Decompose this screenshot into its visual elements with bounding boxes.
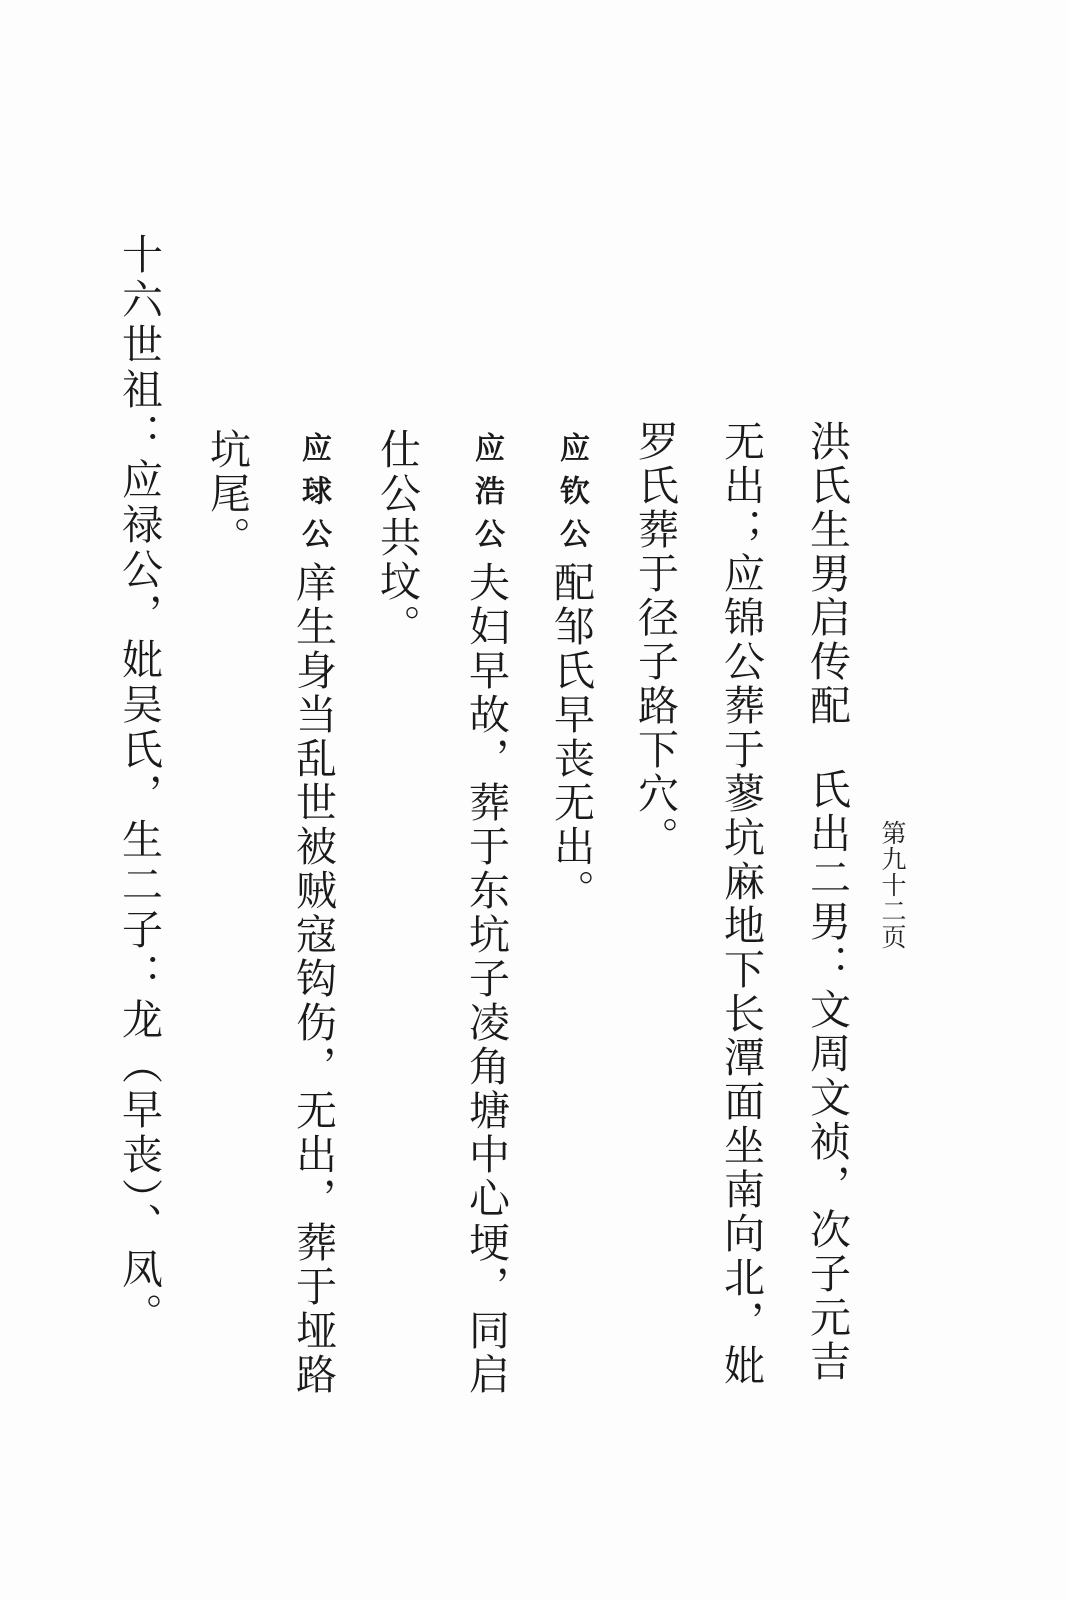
page-number: 第九十二页 bbox=[878, 820, 907, 950]
column-1-part-1: 洪氏生男启传配 bbox=[803, 420, 851, 728]
column-6-text: 仕公共坟。 bbox=[373, 428, 421, 648]
text-column-8 bbox=[203, 428, 251, 560]
text-column-1 bbox=[803, 420, 851, 1384]
text-column-3 bbox=[631, 420, 679, 860]
text-column-5 bbox=[462, 432, 510, 1397]
column-9-text: 十六世祖：应禄公，妣吴氏，生二子：龙（早丧）、凤。 bbox=[115, 233, 163, 1338]
person-name-yingqin: 应钦公 bbox=[554, 432, 589, 561]
column-4-text: 配邹氏早丧无出。 bbox=[547, 561, 595, 913]
column-1-part-2: 氏出二男：文周文祯，次子元吉 bbox=[803, 768, 851, 1384]
column-7-text: 庠生身当乱世被贼寇钩伤，无出，葬于垭路 bbox=[289, 561, 337, 1397]
text-column-9-sixteenth-generation bbox=[115, 233, 163, 1338]
column-3-text: 罗氏葬于径子路下穴。 bbox=[631, 420, 679, 860]
text-column-4 bbox=[547, 432, 595, 913]
person-name-yingqiu: 应球公 bbox=[296, 432, 331, 561]
person-name-yinghao: 应浩公 bbox=[469, 432, 504, 561]
text-column-7 bbox=[289, 432, 337, 1397]
text-column-2 bbox=[717, 420, 765, 1388]
text-column-6 bbox=[373, 428, 421, 648]
column-5-text: 夫妇早故，葬于东坑子凌角塘中心埂，同启 bbox=[462, 561, 510, 1397]
column-2-text: 无出；应锦公葬于蓼坑麻地下长潭面坐南向北，妣 bbox=[717, 420, 765, 1388]
column-8-text: 坑尾。 bbox=[203, 428, 251, 560]
